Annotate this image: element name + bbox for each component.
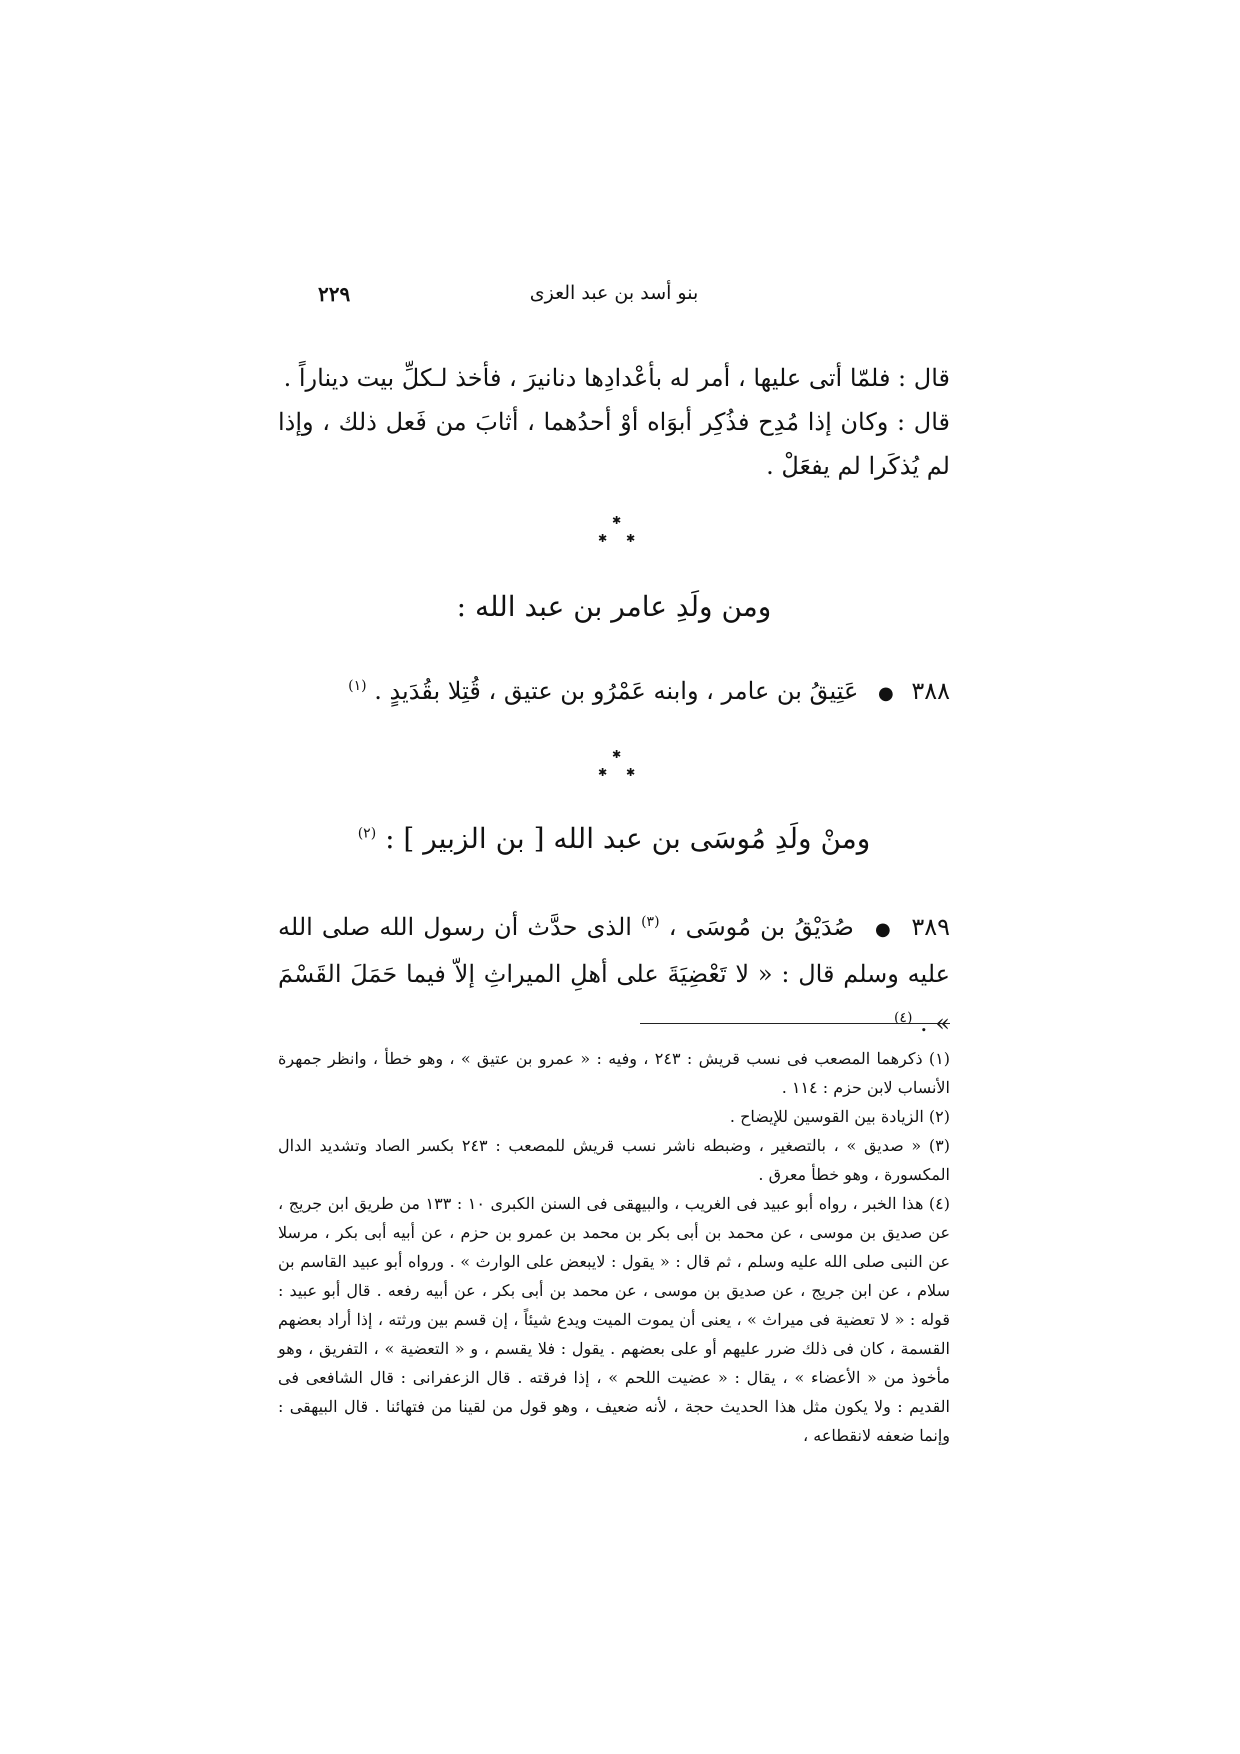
entry-388 — [278, 664, 950, 716]
footnotes — [278, 1044, 950, 1450]
entry-text: الذى حدَّث أن رسول الله صلى الله عليه وسلم قال : « لا تَعْضِيَةَ على أهلِ الميراثِ إلاّ فيما حَمَلَ القَسْمَ » . — [278, 913, 950, 1037]
page-header — [278, 282, 950, 316]
running-title: بنو أسد بن عبد العزى — [529, 282, 699, 304]
asterism-ornament: ✱ ✱ ✱ — [598, 514, 636, 545]
intro-line-2: قال : وكان إذا مُدِح فذُكِر أبوَاه أوْ أحدُهما ، أثابَ من فَعل ذلك ، وإذا لم يُذكَرا لم يفعَلْ . — [278, 408, 950, 480]
bullet-icon: ● — [877, 683, 894, 704]
footnote-ref: (١) — [348, 678, 367, 694]
footnote-3: (٣) « صديق » ، بالتصغير ، وضبطه ناشر نسب قريش للمصعب : ٢٤٣ بكسر الصاد وتشديد الدال المكسورة ، وهو خطأ معرق . — [278, 1136, 950, 1184]
bullet-icon: ● — [874, 919, 893, 940]
entry-number: ٣٨٨ — [911, 677, 950, 705]
section-heading-musa — [278, 822, 950, 855]
footnote-1: (١) ذكرهما المصعب فى نسب قريش : ٢٤٣ ، وفيه : « عمرو بن عتيق » ، وهو خطأ ، وانظر جمهرة الأنساب لابن حزم : ١١٤ . — [278, 1049, 950, 1097]
asterism-ornament: ✱ ✱ ✱ — [598, 748, 636, 779]
intro-line-1: قال : فلمّا أتى عليها ، أمر له بأعْدادِها دنانيرَ ، فأخذ لـكلِّ بيت ديناراً . — [283, 364, 950, 392]
intro-paragraph — [278, 356, 950, 488]
footnote-4: (٤) هذا الخبر ، رواه أبو عبيد فى الغريب ، والبيهقى فى السنن الكبرى ١٠ : ١٣٣ من طريق ابن جريج ، عن صديق بن موسى ، عن محمد بن أبى بكر بن محمد بن عمرو بن حزم ، عن أبيه أبى بكر ، مرسلا عن النبى صلى الله عليه وسلم ، ثم قال : « يقول : لايبعض على الوارث » . ورواه أبو عبيد القاسم بن سلام ، عن ابن جريج ، عن صديق بن موسى ، عن محمد بن أبى بكر ، عن أبيه رفعه . قال أبو عبيد : قوله : « لا تعضية فى ميراث » ، يعنى أن يموت الميت ويدع شيئاً ، إن قسم بين ورثته ، إذا أراد بعضهم القسمة ، كان فى ذلك ضرر عليهم أو على بعضهم . يقول : فلا يقسم ، و « التعضية » ، التفريق ، وهو مأخوذ من « الأعضاء » ، يقال : « عضيت اللحم » ، إذا فرقته . قال الزعفرانى : قال الشافعى فى القديم : ولا يكون مثل هذا الحديث حجة ، لأنه ضعيف ، وهو قول من لقينا من فتهائنا . قال البيهقى : وإنما ضعفه لانقطاعه ، — [278, 1194, 951, 1445]
entry-number: ٣٨٩ — [911, 913, 950, 941]
footnote-divider — [640, 1023, 950, 1024]
entry-name: صُدَيْقُ بن مُوسَى ، — [668, 913, 854, 941]
section-heading-amir: ومن ولَدِ عامر بن عبد الله : — [456, 590, 772, 623]
footnote-ref: (٣) — [641, 914, 660, 930]
entry-text: عَتِيقُ بن عامر ، وابنه عَمْرُو بن عتيق ، قُتِلا بقُدَيدٍ . — [374, 677, 859, 705]
footnote-ref: (٢) — [357, 825, 377, 842]
footnote-ref: (٤) — [893, 1010, 913, 1026]
footnote-2: (٢) الزيادة بين القوسين للإيضاح . — [729, 1107, 950, 1126]
page-number: ٢٢٩ — [318, 282, 351, 306]
section-heading-text: ومنْ ولَدِ مُوسَى بن عبد الله [ بن الزبير ] : — [385, 822, 871, 855]
